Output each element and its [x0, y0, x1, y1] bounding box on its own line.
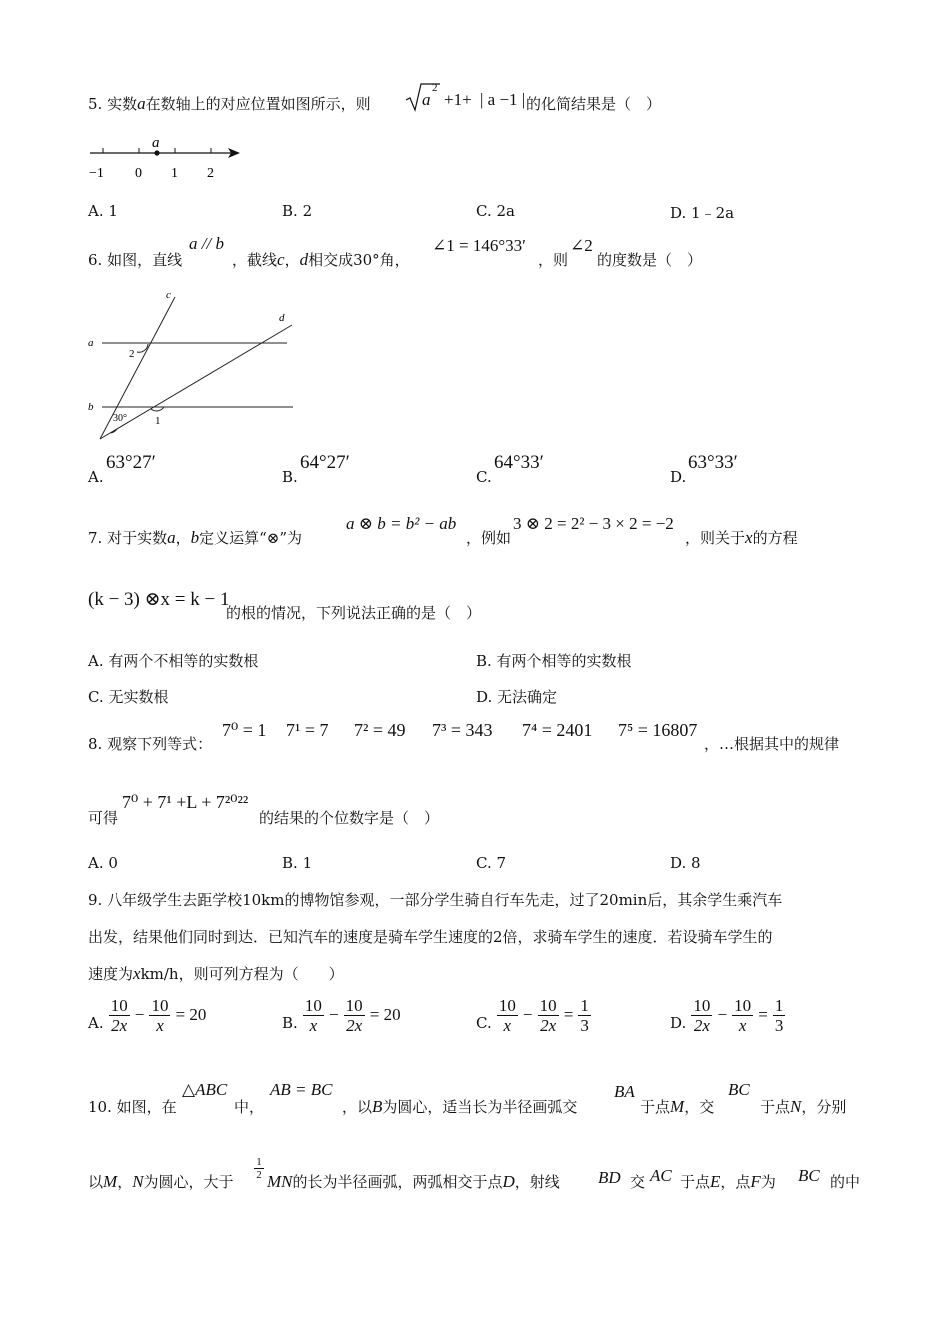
- q5-stem: 5. 实数a在数轴上的对应位置如图所示，则: [88, 94, 371, 113]
- label-a: a: [88, 337, 94, 349]
- q10-jiao2: 交: [630, 1173, 646, 1191]
- q6-option-d: D. 63°33′: [670, 452, 738, 486]
- q10-pm: 于点M，交: [640, 1097, 715, 1116]
- q6-middle3: ，则: [538, 251, 569, 269]
- q9-line1: 9. 八年级学生去距学校10km的博物馆参观，一部分学生骑自行车先走，过了20min后，其余学生乘汽车: [88, 891, 783, 909]
- q10-half-fraction: 1 2: [254, 1156, 264, 1181]
- q5-sqrt-exp: 2: [432, 82, 438, 94]
- q5-expr-rest: +1+: [444, 90, 472, 109]
- q8-eq4: 7⁴ = 2401: [522, 720, 593, 740]
- q5-option-b: B. 2: [282, 202, 313, 220]
- tick-label-1: 1: [171, 166, 178, 181]
- q8-option-c: C. 7: [476, 854, 507, 872]
- q5-sqrt-base: a: [422, 90, 431, 109]
- q10-in: 中，: [234, 1098, 265, 1116]
- label-30: 30°: [113, 413, 127, 424]
- q5-suffix: 的化简结果是（ ）: [526, 95, 662, 113]
- q8-eq2: 7² = 49: [354, 720, 406, 740]
- q6-parallel: a // b: [189, 234, 224, 253]
- q10-BA: BA: [614, 1082, 635, 1101]
- q10-de-zhong: 的中: [830, 1173, 861, 1191]
- label-d: d: [279, 312, 285, 324]
- q10-prefix: 10. 如图，在: [88, 1098, 177, 1116]
- tick-label-0: 0: [135, 166, 142, 181]
- q5-number-line: [86, 130, 246, 184]
- q8-option-d: D. 8: [670, 854, 701, 872]
- q7-prefix: 7. 对于实数a，b定义运算“⊗”为: [88, 528, 303, 547]
- q6-option-c: C. 64°33′: [476, 452, 544, 486]
- q6-figure: [84, 286, 299, 446]
- q10-BD: BD: [598, 1168, 621, 1187]
- q7-option-a: A. 有两个不相等的实数根: [88, 652, 259, 670]
- q8-eq5: 7⁵ = 16807: [618, 720, 698, 740]
- q8-eq0: 7⁰ = 1: [222, 720, 267, 740]
- label-1: 1: [155, 415, 161, 427]
- q7-middle3: ，则关于x的方程: [685, 528, 798, 547]
- q7-example: 3 ⊗ 2 = 2² − 3 × 2 = −2: [513, 514, 674, 533]
- label-b: b: [88, 401, 94, 413]
- q6-angle2: ∠2: [570, 236, 593, 255]
- q8-suffix: ，…根据其中的规律: [704, 735, 840, 753]
- q9-option-b: B. $\frac{10}{x}$ − $\frac{10}{2x}$ = 20: [282, 996, 401, 1035]
- q8-prefix: 8. 观察下列等式：: [88, 735, 213, 753]
- q10-triangle: △ABC: [182, 1080, 228, 1099]
- point-a: [154, 150, 159, 155]
- q10-ab-bc: AB = BC: [270, 1080, 333, 1099]
- q8-sum: 7⁰ + 7¹ +L + 7²⁰²²: [122, 792, 249, 812]
- q5-option-d: D. 1﹣2a: [670, 204, 735, 222]
- q10-BC2: BC: [798, 1166, 820, 1185]
- q7-middle2: ，例如: [466, 529, 512, 547]
- q10-pn: 于点N，分别: [760, 1097, 847, 1116]
- q7-definition: a ⊗ b = b² − ab: [346, 514, 457, 533]
- q7-equation: (k − 3) ⊗x = k − 1: [88, 589, 230, 610]
- point-a-label: a: [152, 135, 160, 151]
- q5-expr-abs: | a −1 |: [480, 90, 526, 109]
- q10-line2-e: 于点E，点F为: [680, 1172, 776, 1191]
- q8-eq1: 7¹ = 7: [286, 720, 329, 740]
- q8-line2-suffix: 的结果的个位数字是（ ）: [259, 809, 440, 827]
- q8-option-b: B. 1: [282, 854, 313, 872]
- q7-option-b: B. 有两个相等的实数根: [476, 652, 632, 670]
- q10-line2-start: 以M，N为圆心，大于: [88, 1172, 234, 1191]
- q7-line2-suffix: 的根的情况，下列说法正确的是（ ）: [226, 604, 482, 622]
- tick-label-2: 2: [207, 166, 214, 181]
- q9-line2: 出发，结果他们同时到达．已知汽车的速度是骑车学生速度的2倍，求骑车学生的速度．若设骑车学生的: [88, 928, 773, 946]
- q6-middle: ，截线c，d相交成30°角，: [232, 250, 410, 269]
- label-c: c: [166, 289, 171, 301]
- q7-option-c: C. 无实数根: [88, 688, 169, 706]
- q6-option-b: B. 64°27′: [282, 452, 350, 486]
- q9-option-c: C. $\frac{10}{x}$ − $\frac{10}{2x}$ = $\frac{1}{3}$: [476, 996, 589, 1035]
- q6-prefix: 6. 如图，直线: [88, 251, 183, 269]
- q7-option-d: D. 无法确定: [476, 688, 558, 706]
- q5-option-c: C. 2a: [476, 202, 515, 220]
- q8-eq3: 7³ = 343: [432, 720, 493, 740]
- q6-option-a: A. 63°27′: [88, 452, 156, 486]
- q10-BC: BC: [728, 1080, 750, 1099]
- q9-option-d: D. $\frac{10}{2x}$ − $\frac{10}{x}$ = $\frac{1}{3}$: [670, 996, 784, 1035]
- q8-option-a: A. 0: [88, 854, 118, 872]
- q9-option-a: A. $\frac{10}{2x}$ − $\frac{10}{x}$ = 20: [88, 996, 207, 1035]
- q8-line2-prefix: 可得: [88, 809, 119, 827]
- label-2: 2: [129, 348, 135, 360]
- q10-AC: AC: [650, 1166, 672, 1185]
- line-d: [100, 325, 292, 439]
- q9-line3: 速度为xkm/h，则可列方程为（ ）: [88, 964, 344, 983]
- q10-middle: ，以B为圆心，适当长为半径画弧交: [342, 1097, 578, 1116]
- q6-angle1: ∠1 = 146°33′: [432, 236, 526, 255]
- q10-line2-mid: MN的长为半径画弧，两弧相交于点D，射线: [267, 1172, 560, 1191]
- line-c: [100, 297, 175, 439]
- q6-suffix: 的度数是（ ）: [597, 251, 703, 269]
- q5-option-a: A. 1: [88, 202, 118, 220]
- tick-label-neg1: −1: [89, 166, 104, 181]
